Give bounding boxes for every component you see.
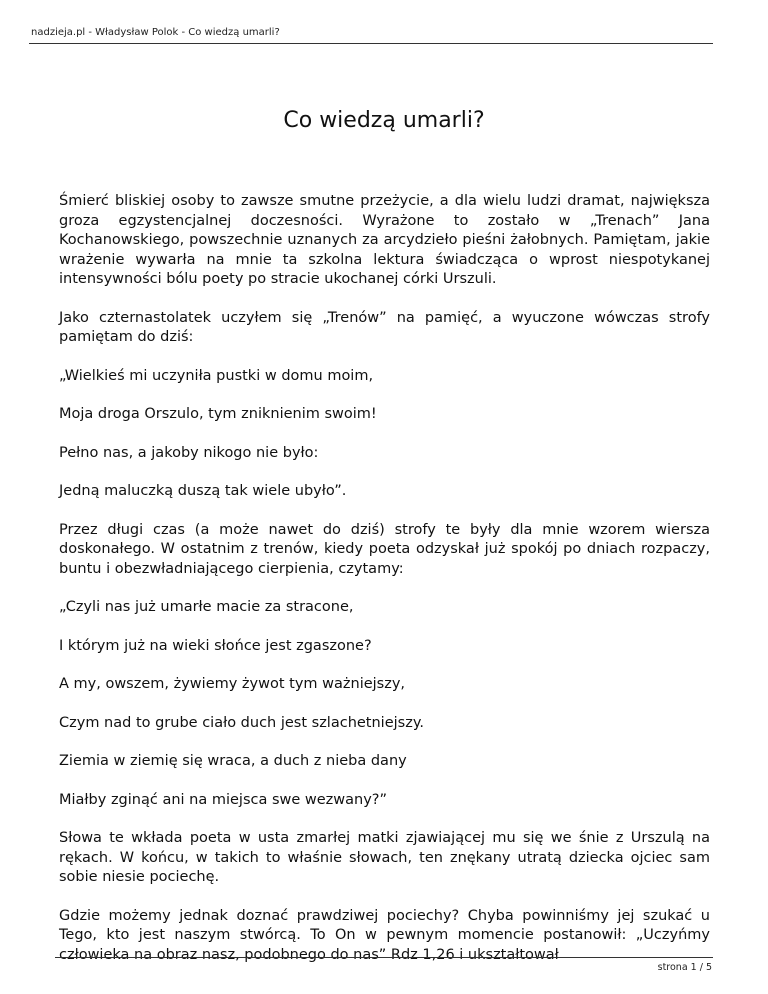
poem-line: Jedną maluczką duszą tak wiele ubyło”. [59,483,347,499]
poem-line: „Wielkieś mi uczyniła pustki w domu moim, [59,367,374,384]
page-number: strona 1 / 5 [657,962,712,973]
poem-line: „Czyli nas już umarłe macie za stracone, [59,599,354,615]
page-title: Co wiedzą umarli? [283,108,485,133]
paragraph: Jako czternastolatek uczyłem się „Trenów” na pamięć, a wyuczone wówczas strofy pamiętam do dziś: [59,309,710,345]
header-divider [29,43,713,44]
poem-line: Czym nad to grube ciało duch jest szlachetniejszy. [59,714,424,731]
paragraph: Gdzie możemy jednak doznać prawdziwej pociechy? Chyba powinniśmy jej szukać u Tego, kto jest naszym stwórcą. To On w pewnym momencie postanowił: „Uczyńmy człowieka na obraz nasz, podobnego do nas” Rdz 1,26 i ukształtował [59,907,710,963]
page-header: nadzieja.pl - Władysław Polok - Co wiedzą umarli? [31,27,280,38]
paragraph: Śmierć bliskiej osoby to zawsze smutne przeżycie, a dla wielu ludzi dramat, największa groza egzystencjalnej doczesności. Wyrażone to zostało w „Trenach” Jana Kochanowskiego, powszechnie uznanych za arcydzieło pieśni żałobnych. Pamiętam, jakie wrażenie wywarła na mnie ta szkolna lektura świadcząca o wprost niespotykanej intensywności bólu poety po stracie ukochanej córki Urszuli. [59,193,710,287]
poem-line: Pełno nas, a jakoby nikogo nie było: [59,444,319,461]
paragraph: Przez długi czas (a może nawet do dziś) strofy te były dla mnie wzorem wiersza doskonałego. W ostatnim z trenów, kiedy poeta odzyskał już spokój po dniach rozpaczy, buntu i obezwładniającego cierpienia, czytamy: [59,521,710,577]
footer-divider [55,957,713,958]
poem-line: Miałby zginąć ani na miejsca swe wezwany?” [59,791,388,808]
poem-line: I którym już na wieki słońce jest zgaszone? [59,637,372,654]
article-body [59,192,710,984]
paragraph: Słowa te wkłada poeta w usta zmarłej matki zjawiającej mu się we śnie z Urszulą na rękach. W końcu, w takich to właśnie słowach, ten znękany utratą dziecka ojciec sam sobie niesie pociechę. [59,830,710,885]
poem-line: Ziemia w ziemię się wraca, a duch z nieba dany [59,753,407,769]
poem-line: Moja droga Orszulo, tym zniknienim swoim! [59,406,377,422]
poem-line: A my, owszem, żywiemy żywot tym ważniejszy, [59,676,406,692]
